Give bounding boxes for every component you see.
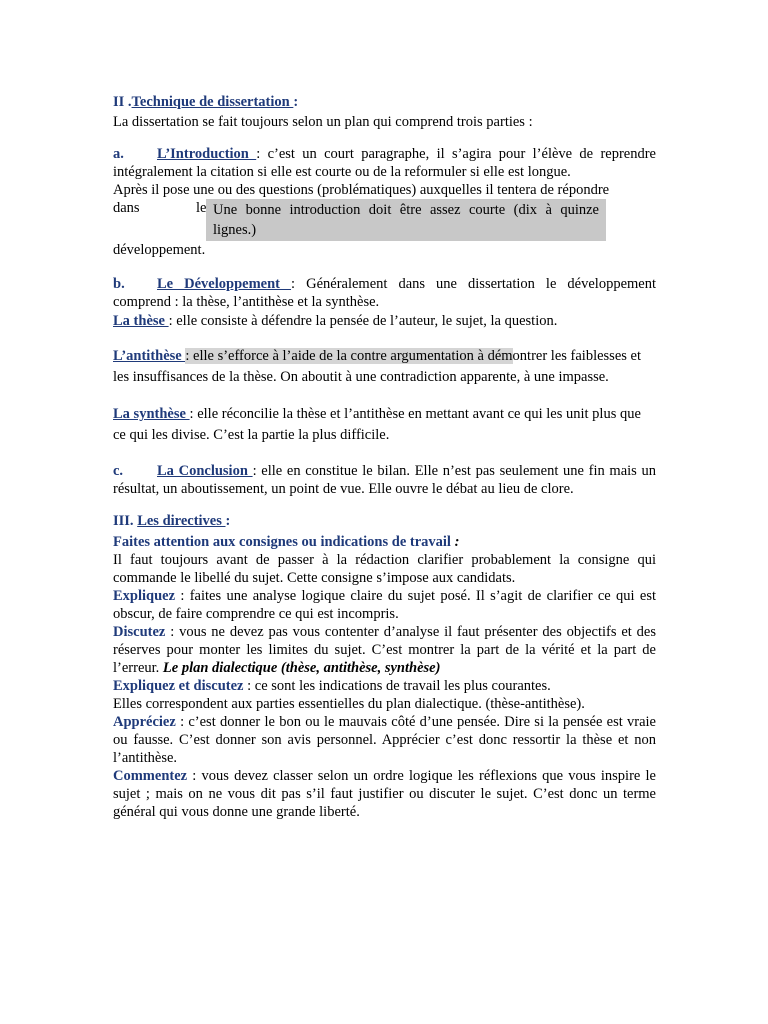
expliquez-discutez-paragraph: Expliquez et discutez : ce sont les indications de travail les plus courantes. xyxy=(113,678,551,694)
part-title: Le Développement xyxy=(157,276,292,292)
section-2-intro: La dissertation se fait toujours selon un plan qui comprend trois parties : xyxy=(113,114,533,130)
directive-label: Commentez xyxy=(113,768,188,784)
plan-dialectique: Le plan dialectique (thèse, antithèse, synthèse) xyxy=(162,660,441,676)
highlighted-text: : elle s’efforce à l’aide de la contre argumentation à dém xyxy=(185,348,513,364)
directive-label: Expliquez xyxy=(113,588,176,604)
part-title: L’Introduction xyxy=(157,146,257,162)
these-label: La thèse xyxy=(113,313,169,329)
section-3-para1: Il faut toujours avant de passer à la rédaction clarifier probablement la consigne qui commande le libellé du sujet. Cette consigne s’impose aux candidats. xyxy=(113,552,656,586)
section-3-subheading: Faites attention aux consignes ou indications de travail : xyxy=(113,534,460,550)
section-title: Les directives xyxy=(137,513,226,529)
antithese-paragraph: L’antithèse : elle s’efforce à l’aide de la contre argumentation à démontrer les faiblesses et les insuffisances de la thèse. On aboutit à une contradiction apparente, à une impasse. xyxy=(113,348,641,385)
highlighted-note-box: Une bonne introduction doit être assez courte (dix à quinze lignes.) xyxy=(206,199,606,241)
appreciez-paragraph: Appréciez : c’est donner le bon ou le mauvais côté d’une pensée. Dire si la pensée est vraie ou fausse. C’est donner son avis personnel. Apprécier c’est donc ressortir la thèse et non l’antithèse. xyxy=(113,714,656,766)
document-page xyxy=(113,93,656,821)
part-letter: c. xyxy=(113,463,124,479)
expliquez-paragraph: Expliquez : faites une analyse logique claire du sujet posé. Il s’agit de clarifier ce qui est obscur, de faire comprendre ce qui est incompris. xyxy=(113,588,656,622)
synthese-paragraph: La synthèse : elle réconcilie la thèse et l’antithèse en mettant avant ce qui les unit plus que ce qui les divise. C’est la partie la plus difficile. xyxy=(113,406,641,443)
part-text: : elle en constitue le bilan. Elle n’est pas seulement une fin mais un résultat, un aboutissement, un point de vue. Elle ouvre le débat au lieu de clore. xyxy=(113,463,656,497)
directive-label: Appréciez xyxy=(113,714,176,730)
synthese-label: La synthèse xyxy=(113,406,190,422)
part-text: : Généralement dans une dissertation le développement comprend : la thèse, l’antithèse et la synthèse. xyxy=(113,276,656,310)
section-number: III. xyxy=(113,513,138,529)
part-a-box-line: dans le Une bonne introduction doit être assez courte (dix à quinze lignes.) xyxy=(113,199,656,241)
section-number: II . xyxy=(113,94,132,110)
part-a-introduction xyxy=(113,145,656,181)
part-title: La Conclusion xyxy=(157,463,253,479)
part-text: : c’est un court paragraphe, il s’agira pour l’élève de reprendre intégralement la citation si elle est courte ou de la reformuler si elle est longue. xyxy=(113,146,656,180)
section-3-heading: III. Les directives : xyxy=(113,513,231,529)
antithese-label: L’antithèse xyxy=(113,348,186,364)
these-line: La thèse : elle consiste à défendre la pensée de l’auteur, le sujet, la question. xyxy=(113,313,558,329)
part-letter: b. xyxy=(113,276,125,292)
part-a-text2: Après il pose une ou des questions (problématiques) auxquelles il tentera de répondre xyxy=(113,182,610,198)
part-c-conclusion xyxy=(113,462,656,498)
section-title: Technique de dissertation xyxy=(131,94,294,110)
section-2-heading: II .Technique de dissertation : xyxy=(113,94,299,110)
commentez-paragraph: Commentez : vous devez classer selon un ordre logique les réflexions que vous inspire le sujet ; mais on ne vous dit pas s’il faut justifier ou discuter le sujet. C’est donc un terme général qui vous donne une grande liberté. xyxy=(113,768,656,820)
directive-label: Discutez xyxy=(113,624,166,640)
discutez-paragraph: Discutez : vous ne devez pas vous contenter d’analyse il faut présenter des objectifs et des réserves pour monter les limites du sujet. C’est montrer la part de la vérité et la part de l’erreur. Le plan dialectique (thèse, antithèse, synthèse) xyxy=(113,624,656,676)
parties-line: Elles correspondent aux parties essentielles du plan dialectique. (thèse-antithèse). xyxy=(113,696,585,712)
part-b-developpement xyxy=(113,275,656,311)
part-a-dev: développement. xyxy=(113,242,206,258)
part-letter: a. xyxy=(113,146,124,162)
directive-label: Expliquez et discutez xyxy=(113,678,244,694)
